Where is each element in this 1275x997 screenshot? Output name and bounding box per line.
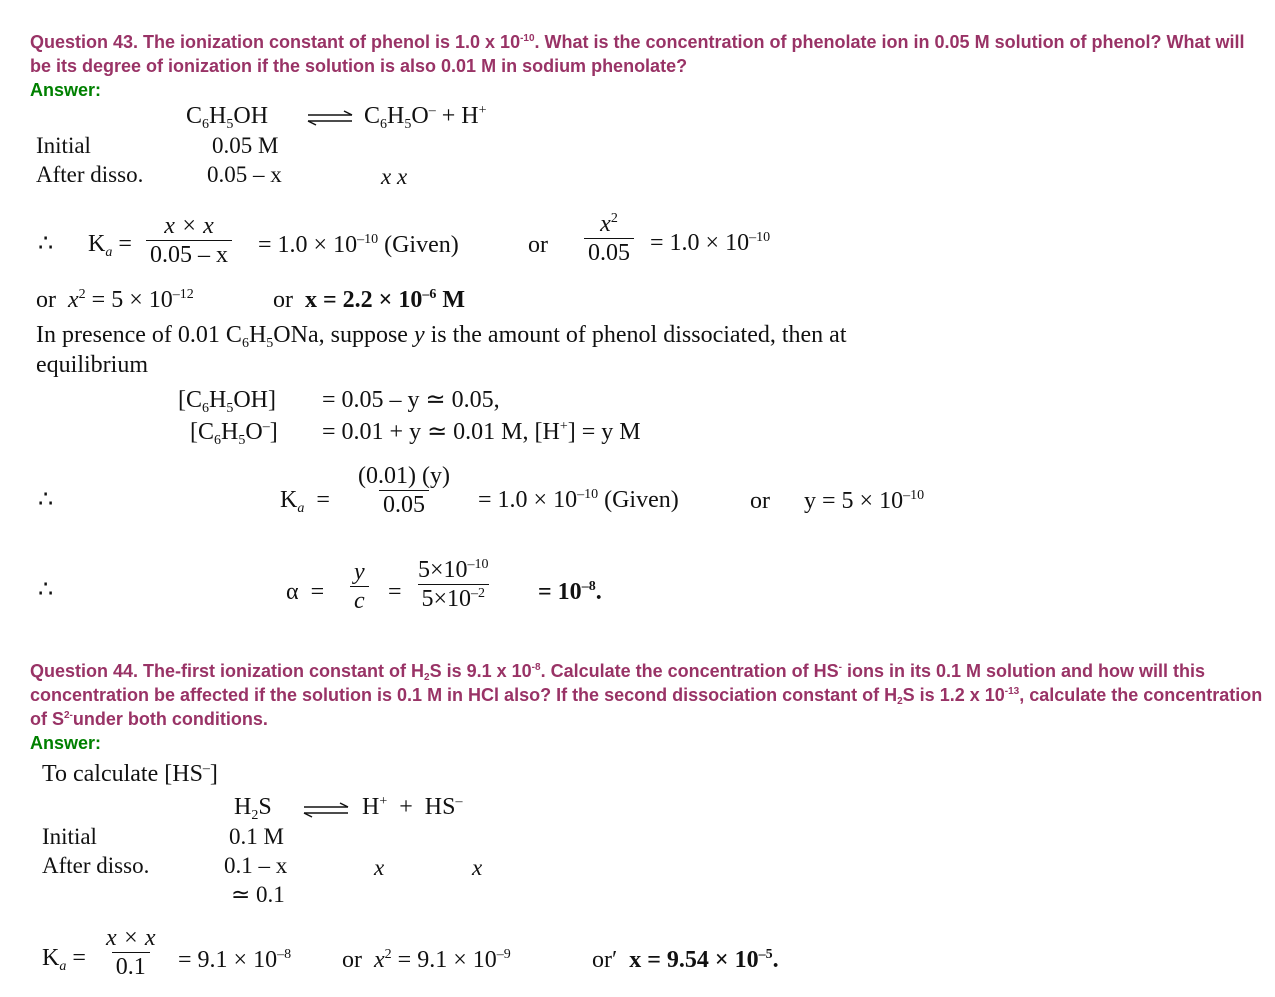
or-text: or	[528, 232, 548, 258]
x2-var: x	[600, 211, 611, 237]
or-text-44b: or	[592, 947, 612, 973]
ka-numerator: x × x	[164, 213, 214, 239]
conc-phenolate-tail: ] = y M	[567, 419, 641, 445]
q44-text-part: . Calculate the concentration of HS	[540, 661, 839, 681]
after-value-text: 0.05 – x	[207, 162, 282, 187]
ka2-value	[478, 486, 679, 514]
alpha-den2-exp: –2	[471, 586, 486, 601]
ka-value-2-text: = 1.0 × 10	[650, 230, 750, 256]
h2s-products: H+ + HS–	[362, 794, 463, 820]
presence-line: In presence of 0.01 $C_6H_5ONa$, suppose y is the amount of phenol dissociated, then at	[36, 322, 847, 351]
q43-text-part: Question 43. The ionization constant of phenol is 1.0 x 10	[30, 32, 521, 52]
alpha-denominator: c	[350, 586, 369, 615]
conc-phenolate-text: = 0.01 + y ≃ 0.01 M, [H	[322, 419, 560, 445]
after-x-2: x	[472, 855, 483, 880]
approx-value: ≃ 0.1	[231, 882, 285, 907]
q43-text-part: . What is the concentration of phenolate ion in 0.05 M solution of phenol? What will be its degree of ionization if the solution is also 0.01 M in sodium phenolate?	[30, 32, 1245, 76]
or-text-44: or	[342, 947, 362, 973]
q44-sup: 2-	[64, 710, 73, 721]
row-initial-label: Initial	[36, 133, 91, 158]
conc-phenol-lhs: $[C_6H_5OH]$	[178, 387, 276, 416]
x-result-44-text: x = 9.54 × 10	[629, 947, 759, 973]
conc-phenolate-lhs: $[C_6H_5O^-]$	[190, 419, 278, 448]
ka-symbol: $K_a$ =	[88, 231, 132, 260]
q44-text-part: ions in its 0.1 M solution and how will this concentration be affected if the solution is 0.1 M in HCl also? If the second dissociation constant of H	[30, 661, 1205, 705]
row-after-label-44: After disso.	[42, 853, 150, 878]
q44-text-part: , calculate the concentration of S	[30, 685, 1263, 729]
question-44-text	[30, 659, 1268, 731]
q44-sup: -	[838, 662, 842, 673]
alpha-result-exp: –8	[581, 579, 596, 594]
ka2-denominator: 0.05	[379, 490, 429, 519]
after-x-1: x	[374, 855, 385, 880]
q44-text-part: under both conditions.	[72, 709, 268, 729]
ka-exponent-2: –10	[749, 230, 771, 245]
alpha-result-text: = 10	[538, 579, 582, 605]
y-result-text: y = 5 × 10	[804, 488, 904, 514]
alpha-fraction	[350, 558, 369, 615]
q44-exp: -8	[531, 662, 541, 673]
alpha-equals: =	[388, 579, 402, 605]
presence-line-2: equilibrium	[36, 352, 148, 378]
ka-value-2	[650, 229, 770, 257]
x-result-44: or′ $x = 9.54 \times 10^{-5}$.	[592, 947, 779, 973]
q43-exponent: -10	[520, 33, 535, 44]
presence-c: is the amount of phenol dissociated, then at	[424, 322, 847, 348]
alpha-num2-exp: –10	[467, 557, 489, 572]
q44-sub: 2	[897, 696, 903, 707]
alpha-den2-text: 5×10	[421, 586, 472, 612]
after-value-44: 0.1 – x	[224, 853, 288, 878]
q44-text-part: S is 9.1 x 10	[429, 661, 532, 681]
x-result-text: x = 2.2 × 10	[305, 287, 423, 313]
x-result-line: or $x = 2.2 \times 10^{-6}$ M	[273, 287, 466, 313]
ka2-exponent: –10	[577, 487, 599, 502]
q44-sub: 2	[424, 672, 430, 683]
alpha-symbol: α =	[286, 579, 325, 605]
x-result-unit: M	[436, 287, 466, 313]
reaction-right-text: O	[411, 103, 429, 129]
presence-y: y	[413, 322, 425, 348]
conc-phenol-rhs: = 0.05 – y ≃ 0.05,	[322, 387, 500, 413]
initial-value-44: 0.1 M	[229, 824, 284, 849]
x2-exp-44: –9	[496, 947, 511, 962]
x2-numerator: $x^2$	[600, 211, 618, 237]
x-result-exponent: –6	[422, 287, 437, 302]
or-text-2: or	[750, 488, 770, 514]
ka-value-44-text: = 9.1 × 10	[178, 947, 278, 973]
answer-label-43: Answer:	[30, 80, 102, 100]
ka-exponent: –10	[357, 232, 379, 247]
alpha-num2-text: 5×10	[418, 557, 468, 583]
ka2-symbol: $K_a$ =	[280, 487, 330, 516]
y-result-exponent: –10	[903, 488, 925, 503]
x-var: x	[68, 287, 79, 313]
ka-denominator: 0.05 – x	[146, 240, 232, 269]
after-products: x x	[381, 164, 408, 189]
alpha-denominator-2	[418, 584, 490, 613]
x-result-44-period: .	[772, 947, 779, 973]
after-value	[207, 161, 282, 189]
ka2-given: (Given)	[604, 487, 679, 513]
x-result-44-exp: –5	[758, 947, 773, 962]
presence-b: ONa, suppose	[273, 322, 414, 348]
calc-title-text: To calculate [HS	[42, 761, 203, 787]
alpha-numerator: y	[354, 559, 365, 585]
initial-value: 0.05 M	[212, 133, 279, 158]
h2s-reactant: $H_2S$	[234, 794, 272, 823]
alpha-result	[538, 578, 602, 606]
y-result	[804, 487, 924, 515]
presence-a: In presence of 0.01 C	[36, 322, 242, 348]
x-squared-line: or $x^2 = 5 \times 10^{-12}$	[36, 287, 194, 313]
alpha-period: .	[595, 579, 602, 605]
reaction-phenol: $C_6H_5OH$	[186, 103, 269, 132]
q44-text-part: S is 1.2 x 10	[902, 685, 1005, 705]
row-initial-label-44: Initial	[42, 824, 97, 849]
q44-exp: -13	[1004, 686, 1020, 697]
exp-12: –12	[172, 287, 194, 302]
ka-numerator-44: x × x	[106, 925, 156, 951]
question-43-text	[30, 30, 1268, 78]
therefore-symbol-2: ∴	[38, 487, 54, 513]
ka-value-text: = 1.0 × 10	[258, 232, 358, 258]
reaction-products: $C_6H_5O^- + H^+$	[364, 103, 487, 132]
ka-symbol-44: $K_a$ =	[42, 945, 86, 974]
given-text: (Given)	[384, 232, 459, 258]
equilibrium-arrow-icon	[302, 802, 352, 818]
conc-phenolate-rhs: = 0.01 + y ≃ 0.01 M, [H+] = y M	[322, 419, 641, 445]
ka2-numerator: (0.01) (y)	[358, 463, 450, 489]
reaction-left-text: OH	[233, 103, 269, 129]
ka-value	[258, 231, 459, 259]
x2-fraction	[584, 210, 634, 267]
answer-label-44: Answer:	[30, 733, 102, 753]
therefore-symbol-3: ∴	[38, 577, 54, 603]
equilibrium-arrow-icon	[306, 110, 356, 126]
ka-exp-44: –8	[277, 947, 292, 962]
ka-fraction-44	[102, 924, 160, 981]
calc-title-end: ]	[209, 761, 218, 787]
x2-line-44: or $x^2 = 9.1 \times 10^{-9}$	[342, 947, 511, 973]
ka2-value-text: = 1.0 × 10	[478, 487, 578, 513]
row-after-label: After disso.	[36, 162, 144, 187]
alpha-numerator-2	[414, 556, 493, 584]
x2-rhs-44: = 9.1 × 10	[391, 947, 497, 973]
alpha-fraction-2	[414, 556, 493, 613]
ka2-fraction	[354, 462, 454, 519]
ka-value-44	[178, 946, 291, 974]
alpha-text: α	[286, 579, 299, 605]
x2-rest: = 5 × 10	[85, 287, 173, 313]
ka-denominator-44: 0.1	[112, 952, 150, 981]
x2-denominator: 0.05	[584, 238, 634, 267]
q44-text-part: Question 44. The-first ionization constant of H	[30, 661, 425, 681]
ka-fraction	[146, 212, 232, 269]
therefore-symbol: ∴	[38, 231, 54, 257]
calc-title: To calculate [HS–]	[42, 761, 218, 787]
